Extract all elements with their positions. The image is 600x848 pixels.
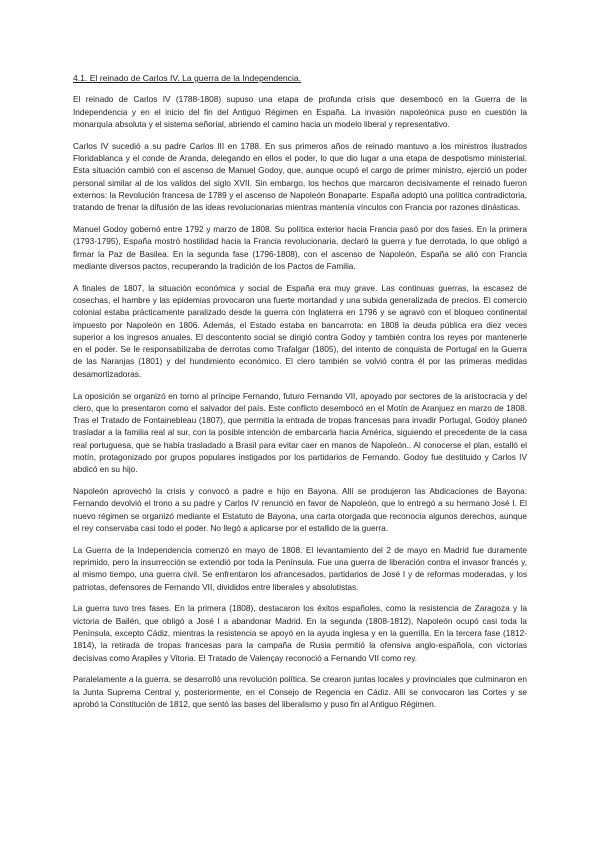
paragraph: La Guerra de la Independencia comenzó en mayo de 1808. El levantamiento del 2 de mayo en Madrid fue duramente reprimido, pero la insurrección se extendió por toda la Península. Fue una guerra de liberación contra el invasor francés y, al mismo tiempo, una guerra civil. Se enfrentaron los afrancesados, partidarios de José I y de reformas moderadas, y los patriotas, defensores de Fernando VII, divididos entre liberales y absolutistas. — [73, 544, 527, 592]
paragraph: Manuel Godoy gobernó entre 1792 y marzo de 1808. Su política exterior hacia Francia pasó por dos fases. En la primera (1793-1795), España mostró hostilidad hacia la Francia revolucionaria, declaró la guerra y fue derrotada, lo que obligó a firmar la Paz de Basilea. En la segunda fase (1796-1808), con el ascenso de Napoleón, España se alió con Francia mediante diversos pactos, recuperando la tradición de los Pactos de Familia. — [73, 223, 527, 271]
paragraph: La guerra tuvo tres fases. En la primera (1808), destacaron los éxitos españoles, como la resistencia de Zaragoza y la victoria de Bailén, que obligó a José I a abandonar Madrid. En la segunda (1808-1812), Napoleón ocupó casi toda la Península, excepto Cádiz, mientras la resistencia se apoyó en la ayuda inglesa y en la guerrilla. En la tercera fase (1812-1814), la retirada de tropas francesas para la campaña de Rusia permitió la ofensiva anglo-española, con victorias decisivas como Arapiles y Vitoria. El Tratado de Valençay reconoció a Fernando VII como rey. — [73, 603, 527, 663]
document-page — [73, 72, 527, 720]
paragraph: La oposición se organizó en torno al príncipe Fernando, futuro Fernando VII, apoyado por sectores de la aristocracia y del clero, que lo presentaron como el salvador del país. Este conflicto desembocó en el Motín de Aranjuez en marzo de 1808. Tras el Tratado de Fontainebleau (1807), que permitía la entrada de tropas francesas para invadir Portugal, Godoy planeó trasladar a la familia real al sur, con la posible intención de embarcarla hacia América, siguiendo el precedente de la casa real portuguesa, que se había trasladado a Brasil para evitar caer en manos de Napoleón.. Al conocerse el plan, estalló el motín, protagonizado por grupos populares instigados por los partidarios de Fernando. Godoy fue destituido y Carlos IV abdicó en su hijo. — [73, 390, 527, 475]
paragraph: Napoleón aprovechó la crisis y convocó a padre e hijo en Bayona. Allí se produjeron las Abdicaciones de Bayona: Fernando devolvió el trono a su padre y Carlos IV renunció en favor de Napoleón, que lo entregó a su hermano José I. El nuevo régimen se organizó mediante el Estatuto de Bayona, una carta otorgada que reconocía algunos derechos, aunque el rey conservaba casi todo el poder. No llegó a aplicarse por el estallido de la guerra. — [73, 486, 527, 533]
section-title: 4.1. El reinado de Carlos IV. La guerra de la Independencia. — [73, 73, 302, 83]
paragraph: A finales de 1807, la situación económica y social de España era muy grave. Las continuas guerras, la escasez de cosechas, el hambre y las epidemias provocaron una fuerte mortandad y una subida generalizada de precios. El comercio colonial estaba prácticamente paralizado desde la guerra con Inglaterra en 1796 y se agravó con el bloqueo continental impuesto por Napoleón en 1806. Además, el Estado estaba en bancarrota: en 1808 la deuda pública era diez veces superior a los ingresos anuales. El descontento social se dirigió contra Godoy y también contra los reyes por mantenerle en el poder. Se le responsabilizaba de derrotas como Trafalgar (1805), del intento de conquista de Portugal en la Guerra de las Naranjas (1801) y del hundimiento económico. El clero también se volvió contra él por las primeras medidas desamortizadoras. — [73, 282, 527, 379]
paragraph: Carlos IV sucedió a su padre Carlos III en 1788. En sus primeros años de reinado mantuvo a los ministros ilustrados Floridablanca y el conde de Aranda, delegando en ellos el poder, lo que dio lugar a una etapa de despotismo ministerial. Esta situación cambió con el ascenso de Manuel Godoy, que, aunque ocupó el cargo de primer ministro, ejerció un poder personal similar al de los validos del siglo XVII. Sin embargo, los hechos que marcaron decisivamente el reinado fueron externos: la Revolución francesa de 1789 y el ascenso de Napoleón Bonaparte. España adoptó una política contradictoria, tratando de frenar la difusión de las ideas revolucionarias mientras mantenía vínculos con Francia por razones dinásticas. — [73, 140, 527, 213]
paragraph: El reinado de Carlos IV (1788-1808) supuso una etapa de profunda crisis que desembocó en la Guerra de la Independencia y en el inicio del fin del Antiguo Régimen en España. La invasión napoleónica puso en cuestión la monarquía absoluta y el sistema señorial, abriendo el camino hacia un modelo liberal y representativo. — [73, 94, 527, 129]
paragraph: Paralelamente a la guerra, se desarrolló una revolución política. Se crearon juntas locales y provinciales que culminaron en la Junta Suprema Central y, posteriormente, en el Consejo de Regencia en Cádiz. Allí se convocaron las Cortes y se aprobó la Constitución de 1812, que sentó las bases del liberalismo y puso fin al Antiguo Régimen. — [73, 674, 527, 710]
